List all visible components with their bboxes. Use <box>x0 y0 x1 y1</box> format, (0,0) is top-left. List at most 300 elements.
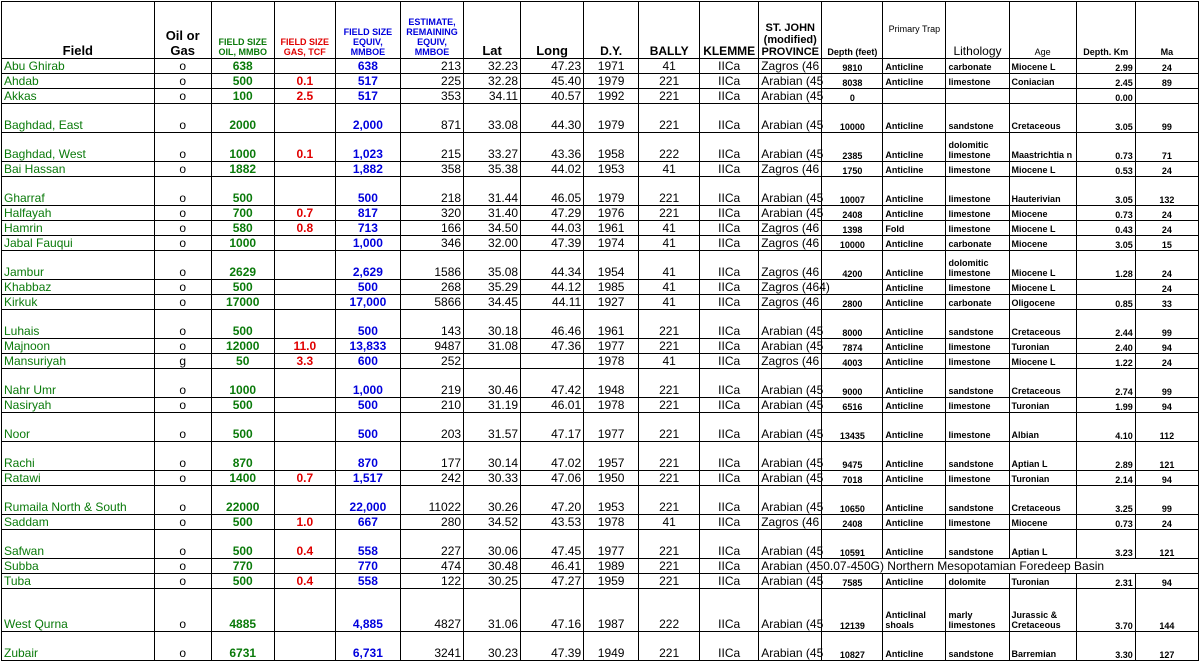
cell-remaining-equiv: 353 <box>400 89 463 104</box>
cell-field-size-gas <box>274 486 335 515</box>
cell-longitude: 45.40 <box>521 74 584 89</box>
cell-field-name: Bai Hassan <box>2 162 155 177</box>
table-row <box>2 369 1199 398</box>
cell-discovery-year: 1927 <box>584 295 639 310</box>
cell-depth-feet <box>822 280 883 295</box>
cell-latitude: 30.18 <box>464 310 521 339</box>
cell-klemme-class: IICa <box>700 413 759 442</box>
table-row <box>2 89 1199 104</box>
cell-province: Zagros (46 <box>759 236 822 251</box>
cell-remaining-equiv: 213 <box>400 59 463 74</box>
cell-province: Arabian (45 <box>759 89 822 104</box>
cell-discovery-year: 1950 <box>584 471 639 486</box>
cell-longitude: 47.45 <box>521 530 584 559</box>
cell-latitude: 30.48 <box>464 559 521 574</box>
cell-field-size-oil: 50 <box>211 354 274 369</box>
cell-province: Arabian (45 <box>759 206 822 221</box>
cell-depth-feet: 13435 <box>822 413 883 442</box>
header-klemme: KLEMME <box>700 2 759 59</box>
cell-field-size-equiv: 2,000 <box>335 104 400 133</box>
cell-latitude <box>464 354 521 369</box>
cell-oil-or-gas: o <box>154 515 211 530</box>
cell-remaining-equiv: 3241 <box>400 632 463 661</box>
cell-lithology: limestone <box>946 398 1009 413</box>
cell-field-size-oil: 500 <box>211 74 274 89</box>
cell-lithology: limestone <box>946 471 1009 486</box>
cell-field-size-gas: 0.1 <box>274 133 335 162</box>
cell-depth-km <box>1076 280 1135 295</box>
cell-bally-class: 221 <box>639 559 700 574</box>
cell-oil-or-gas: o <box>154 177 211 206</box>
cell-age: Coniacian <box>1009 74 1076 89</box>
cell-field-size-gas <box>274 398 335 413</box>
cell-klemme-class: IICa <box>700 104 759 133</box>
cell-depth-feet: 4200 <box>822 251 883 280</box>
cell-province: Arabian (45 <box>759 310 822 339</box>
cell-oil-or-gas: o <box>154 559 211 574</box>
cell-depth-feet: 10827 <box>822 632 883 661</box>
cell-province: Arabian (45 <box>759 398 822 413</box>
cell-discovery-year: 1992 <box>584 89 639 104</box>
cell-primary-trap: Anticline <box>883 59 946 74</box>
cell-oil-or-gas: o <box>154 295 211 310</box>
cell-remaining-equiv: 210 <box>400 398 463 413</box>
cell-oil-or-gas: o <box>154 398 211 413</box>
cell-discovery-year: 1954 <box>584 251 639 280</box>
cell-field-size-oil: 500 <box>211 177 274 206</box>
cell-depth-km: 3.25 <box>1076 486 1135 515</box>
cell-discovery-year: 1979 <box>584 177 639 206</box>
cell-primary-trap: Anticline <box>883 471 946 486</box>
cell-age: Barremian <box>1009 632 1076 661</box>
cell-lithology: sandstone <box>946 486 1009 515</box>
cell-depth-feet: 2800 <box>822 295 883 310</box>
cell-latitude: 31.08 <box>464 339 521 354</box>
cell-age: Hauterivian <box>1009 177 1076 206</box>
table-row <box>2 413 1199 442</box>
cell-primary-trap: Anticline <box>883 369 946 398</box>
cell-primary-trap: Anticline <box>883 162 946 177</box>
cell-age: Aptian L <box>1009 442 1076 471</box>
cell-bally-class: 222 <box>639 133 700 162</box>
cell-primary-trap: Anticline <box>883 515 946 530</box>
cell-field-size-gas <box>274 177 335 206</box>
cell-lithology: sandstone <box>946 369 1009 398</box>
cell-depth-km: 0.00 <box>1076 89 1135 104</box>
cell-field-size-equiv: 638 <box>335 59 400 74</box>
cell-oil-or-gas: g <box>154 354 211 369</box>
table-row <box>2 74 1199 89</box>
cell-latitude: 30.26 <box>464 486 521 515</box>
cell-depth-feet: 10007 <box>822 177 883 206</box>
cell-ma: 99 <box>1135 369 1198 398</box>
cell-discovery-year: 1976 <box>584 206 639 221</box>
cell-field-size-gas <box>274 632 335 661</box>
table-body <box>2 59 1199 661</box>
cell-field-size-gas <box>274 104 335 133</box>
cell-longitude: 46.01 <box>521 398 584 413</box>
cell-ma: 94 <box>1135 471 1198 486</box>
cell-oil-or-gas: o <box>154 74 211 89</box>
table-row <box>2 221 1199 236</box>
cell-klemme-class: IICa <box>700 574 759 589</box>
cell-bally-class: 222 <box>639 589 700 632</box>
cell-lithology: carbonate <box>946 59 1009 74</box>
header-dy: D.Y. <box>584 2 639 59</box>
cell-field-size-equiv: 500 <box>335 280 400 295</box>
table-row <box>2 530 1199 559</box>
cell-field-name: Abu Ghirab <box>2 59 155 74</box>
cell-depth-feet: 8038 <box>822 74 883 89</box>
cell-field-size-gas: 0.8 <box>274 221 335 236</box>
table-row <box>2 398 1199 413</box>
cell-depth-km: 2.31 <box>1076 574 1135 589</box>
cell-longitude: 44.34 <box>521 251 584 280</box>
cell-longitude: 47.42 <box>521 369 584 398</box>
cell-depth-feet: 10000 <box>822 104 883 133</box>
cell-province: Zagros (46 <box>759 354 822 369</box>
cell-province: Arabian (45 <box>759 574 822 589</box>
header-field: Field <box>2 2 155 59</box>
cell-province: Arabian (450.07-450G) Northern Mesopotamian Foredeep Basin <box>759 559 1199 574</box>
cell-lithology: limestone <box>946 280 1009 295</box>
cell-field-size-gas <box>274 310 335 339</box>
cell-klemme-class: IICa <box>700 74 759 89</box>
cell-discovery-year: 1978 <box>584 398 639 413</box>
cell-field-size-oil: 500 <box>211 280 274 295</box>
cell-depth-feet: 4003 <box>822 354 883 369</box>
cell-latitude: 34.50 <box>464 221 521 236</box>
cell-remaining-equiv: 4827 <box>400 589 463 632</box>
cell-oil-or-gas: o <box>154 413 211 442</box>
cell-depth-km: 2.45 <box>1076 74 1135 89</box>
cell-field-size-oil: 17000 <box>211 295 274 310</box>
cell-ma: 99 <box>1135 486 1198 515</box>
cell-lithology: limestone <box>946 206 1009 221</box>
cell-field-size-oil: 700 <box>211 206 274 221</box>
cell-ma: 15 <box>1135 236 1198 251</box>
cell-primary-trap: Fold <box>883 221 946 236</box>
cell-remaining-equiv: 346 <box>400 236 463 251</box>
cell-latitude: 31.44 <box>464 177 521 206</box>
cell-field-size-gas <box>274 559 335 574</box>
cell-field-name: Khabbaz <box>2 280 155 295</box>
cell-depth-km: 1.28 <box>1076 251 1135 280</box>
cell-lithology: marly limestones <box>946 589 1009 632</box>
cell-province: Arabian (45 <box>759 104 822 133</box>
cell-field-size-gas: 11.0 <box>274 339 335 354</box>
cell-field-size-gas <box>274 442 335 471</box>
cell-province: Zagros (46 <box>759 515 822 530</box>
cell-ma: 89 <box>1135 74 1198 89</box>
cell-depth-km: 0.43 <box>1076 221 1135 236</box>
table-row <box>2 133 1199 162</box>
header-lithology: Lithology <box>946 2 1009 59</box>
cell-primary-trap: Anticline <box>883 398 946 413</box>
cell-province: Arabian (45 <box>759 339 822 354</box>
cell-klemme-class: IICa <box>700 442 759 471</box>
cell-longitude: 47.39 <box>521 236 584 251</box>
cell-field-size-gas: 0.1 <box>274 74 335 89</box>
cell-field-size-equiv: 500 <box>335 310 400 339</box>
cell-age: Cretaceous <box>1009 369 1076 398</box>
cell-oil-or-gas: o <box>154 442 211 471</box>
cell-depth-km: 2.40 <box>1076 339 1135 354</box>
cell-depth-km: 3.70 <box>1076 589 1135 632</box>
table-row <box>2 339 1199 354</box>
cell-field-size-oil: 1000 <box>211 133 274 162</box>
cell-oil-or-gas: o <box>154 236 211 251</box>
cell-field-size-equiv: 22,000 <box>335 486 400 515</box>
cell-discovery-year: 1949 <box>584 632 639 661</box>
cell-oil-or-gas: o <box>154 133 211 162</box>
cell-field-name: Nahr Umr <box>2 369 155 398</box>
cell-field-size-oil: 1882 <box>211 162 274 177</box>
cell-province: Zagros (464) <box>759 280 822 295</box>
cell-oil-or-gas: o <box>154 530 211 559</box>
table-row <box>2 515 1199 530</box>
cell-lithology: limestone <box>946 413 1009 442</box>
cell-primary-trap: Anticline <box>883 133 946 162</box>
cell-primary-trap: Anticlinal shoals <box>883 589 946 632</box>
cell-ma: 24 <box>1135 280 1198 295</box>
cell-oil-or-gas: o <box>154 310 211 339</box>
cell-primary-trap: Anticline <box>883 104 946 133</box>
cell-ma: 24 <box>1135 221 1198 236</box>
cell-field-size-gas <box>274 280 335 295</box>
cell-age: Miocene L <box>1009 162 1076 177</box>
cell-remaining-equiv: 9487 <box>400 339 463 354</box>
cell-oil-or-gas: o <box>154 59 211 74</box>
cell-depth-feet: 1750 <box>822 162 883 177</box>
cell-bally-class: 221 <box>639 471 700 486</box>
cell-depth-feet: 1398 <box>822 221 883 236</box>
cell-oil-or-gas: o <box>154 104 211 133</box>
cell-discovery-year: 1961 <box>584 310 639 339</box>
cell-longitude: 47.27 <box>521 574 584 589</box>
cell-field-size-oil: 500 <box>211 515 274 530</box>
cell-depth-feet: 9475 <box>822 442 883 471</box>
cell-latitude: 34.45 <box>464 295 521 310</box>
cell-province: Arabian (45 <box>759 530 822 559</box>
cell-field-name: Noor <box>2 413 155 442</box>
cell-latitude: 31.40 <box>464 206 521 221</box>
cell-ma: 94 <box>1135 339 1198 354</box>
table-row <box>2 354 1199 369</box>
cell-oil-or-gas: o <box>154 89 211 104</box>
cell-depth-km: 3.05 <box>1076 236 1135 251</box>
oil-fields-table <box>1 1 1199 661</box>
cell-discovery-year: 1959 <box>584 574 639 589</box>
cell-oil-or-gas: o <box>154 574 211 589</box>
cell-field-name: Halfayah <box>2 206 155 221</box>
table-row <box>2 632 1199 661</box>
cell-field-size-oil: 500 <box>211 413 274 442</box>
cell-discovery-year: 1971 <box>584 59 639 74</box>
cell-klemme-class: IICa <box>700 515 759 530</box>
cell-field-name: Zubair <box>2 632 155 661</box>
cell-klemme-class: IICa <box>700 133 759 162</box>
cell-field-name: Baghdad, West <box>2 133 155 162</box>
cell-klemme-class: IICa <box>700 632 759 661</box>
cell-primary-trap: Anticline <box>883 251 946 280</box>
cell-remaining-equiv: 242 <box>400 471 463 486</box>
cell-province: Arabian (45 <box>759 471 822 486</box>
cell-field-name: Ratawi <box>2 471 155 486</box>
cell-oil-or-gas: o <box>154 206 211 221</box>
cell-bally-class: 221 <box>639 530 700 559</box>
cell-province: Arabian (45 <box>759 486 822 515</box>
cell-depth-km: 3.05 <box>1076 104 1135 133</box>
cell-lithology: carbonate <box>946 295 1009 310</box>
cell-longitude: 44.12 <box>521 280 584 295</box>
cell-ma: 24 <box>1135 59 1198 74</box>
cell-bally-class: 221 <box>639 574 700 589</box>
cell-field-size-equiv: 1,517 <box>335 471 400 486</box>
cell-age: Miocene L <box>1009 59 1076 74</box>
cell-depth-feet: 7874 <box>822 339 883 354</box>
cell-remaining-equiv: 225 <box>400 74 463 89</box>
cell-bally-class: 221 <box>639 632 700 661</box>
cell-depth-feet: 10650 <box>822 486 883 515</box>
cell-lithology: sandstone <box>946 632 1009 661</box>
cell-longitude: 47.02 <box>521 442 584 471</box>
cell-klemme-class: IICa <box>700 295 759 310</box>
cell-age: Miocene L <box>1009 251 1076 280</box>
cell-field-size-gas <box>274 413 335 442</box>
cell-lithology: limestone <box>946 339 1009 354</box>
cell-age: Miocene L <box>1009 280 1076 295</box>
cell-age: Miocene <box>1009 236 1076 251</box>
cell-province: Zagros (46 <box>759 59 822 74</box>
cell-age: Miocene <box>1009 515 1076 530</box>
cell-province: Arabian (45 <box>759 589 822 632</box>
cell-lithology: carbonate <box>946 236 1009 251</box>
cell-bally-class: 221 <box>639 398 700 413</box>
cell-depth-feet: 10000 <box>822 236 883 251</box>
cell-latitude: 31.57 <box>464 413 521 442</box>
cell-lithology: limestone <box>946 177 1009 206</box>
cell-field-size-gas <box>274 295 335 310</box>
cell-field-name: Rachi <box>2 442 155 471</box>
cell-bally-class: 41 <box>639 354 700 369</box>
cell-field-name: Majnoon <box>2 339 155 354</box>
cell-longitude: 47.17 <box>521 413 584 442</box>
cell-remaining-equiv: 358 <box>400 162 463 177</box>
cell-oil-or-gas: o <box>154 280 211 295</box>
cell-remaining-equiv: 218 <box>400 177 463 206</box>
cell-field-name: Luhais <box>2 310 155 339</box>
cell-remaining-equiv: 227 <box>400 530 463 559</box>
table-row <box>2 236 1199 251</box>
cell-age: Cretaceous <box>1009 486 1076 515</box>
cell-lithology: dolomitic limestone <box>946 251 1009 280</box>
cell-latitude: 32.00 <box>464 236 521 251</box>
cell-age: Miocene <box>1009 206 1076 221</box>
cell-field-size-equiv: 2,629 <box>335 251 400 280</box>
table-row <box>2 280 1199 295</box>
cell-remaining-equiv: 166 <box>400 221 463 236</box>
cell-bally-class: 41 <box>639 236 700 251</box>
cell-age <box>1009 89 1076 104</box>
cell-province: Zagros (46 <box>759 251 822 280</box>
cell-klemme-class: IICa <box>700 559 759 574</box>
cell-klemme-class: IICa <box>700 221 759 236</box>
cell-oil-or-gas: o <box>154 471 211 486</box>
cell-bally-class: 221 <box>639 104 700 133</box>
cell-ma <box>1135 89 1198 104</box>
cell-province: Arabian (45 <box>759 369 822 398</box>
cell-klemme-class: IICa <box>700 236 759 251</box>
header-lat: Lat <box>464 2 521 59</box>
cell-klemme-class: IICa <box>700 339 759 354</box>
cell-field-name: Jambur <box>2 251 155 280</box>
cell-field-size-oil: 100 <box>211 89 274 104</box>
cell-oil-or-gas: o <box>154 589 211 632</box>
cell-primary-trap: Anticline <box>883 354 946 369</box>
cell-field-name: Safwan <box>2 530 155 559</box>
cell-depth-feet: 2408 <box>822 206 883 221</box>
cell-klemme-class: IICa <box>700 162 759 177</box>
cell-field-size-gas <box>274 251 335 280</box>
cell-field-size-oil: 22000 <box>211 486 274 515</box>
header-field-size-equiv: FIELD SIZE EQUIV, MMBOE <box>335 2 400 59</box>
cell-province: Arabian (45 <box>759 442 822 471</box>
cell-remaining-equiv: 320 <box>400 206 463 221</box>
cell-depth-km: 2.74 <box>1076 369 1135 398</box>
cell-remaining-equiv: 122 <box>400 574 463 589</box>
header-ma: Ma <box>1135 2 1198 59</box>
cell-field-size-equiv: 600 <box>335 354 400 369</box>
cell-field-name: Rumaila North & South <box>2 486 155 515</box>
cell-ma: 112 <box>1135 413 1198 442</box>
cell-primary-trap: Anticline <box>883 310 946 339</box>
cell-klemme-class: IICa <box>700 486 759 515</box>
cell-primary-trap: Anticline <box>883 530 946 559</box>
cell-bally-class: 221 <box>639 89 700 104</box>
cell-age: Cretaceous <box>1009 310 1076 339</box>
cell-latitude: 31.06 <box>464 589 521 632</box>
cell-lithology: limestone <box>946 515 1009 530</box>
cell-latitude: 30.25 <box>464 574 521 589</box>
header-estimate-remaining: ESTIMATE, REMAINING EQUIV, MMBOE <box>400 2 463 59</box>
cell-discovery-year: 1953 <box>584 486 639 515</box>
cell-field-size-gas: 0.4 <box>274 530 335 559</box>
cell-longitude: 44.11 <box>521 295 584 310</box>
cell-klemme-class: IICa <box>700 310 759 339</box>
cell-remaining-equiv: 871 <box>400 104 463 133</box>
cell-depth-km: 1.22 <box>1076 354 1135 369</box>
cell-field-size-oil: 6731 <box>211 632 274 661</box>
cell-klemme-class: IICa <box>700 59 759 74</box>
header-oil-or-gas: Oil or Gas <box>154 2 211 59</box>
cell-latitude: 35.38 <box>464 162 521 177</box>
cell-ma: 144 <box>1135 589 1198 632</box>
table-row <box>2 589 1199 632</box>
cell-field-name: Subba <box>2 559 155 574</box>
cell-field-size-gas: 3.3 <box>274 354 335 369</box>
cell-latitude: 35.08 <box>464 251 521 280</box>
cell-field-size-oil: 580 <box>211 221 274 236</box>
cell-longitude: 47.23 <box>521 59 584 74</box>
cell-latitude: 33.08 <box>464 104 521 133</box>
cell-field-name: Mansuriyah <box>2 354 155 369</box>
cell-discovery-year: 1977 <box>584 413 639 442</box>
cell-field-name: Nasiryah <box>2 398 155 413</box>
cell-field-size-gas: 0.7 <box>274 471 335 486</box>
cell-depth-feet: 2408 <box>822 515 883 530</box>
cell-latitude: 32.28 <box>464 74 521 89</box>
